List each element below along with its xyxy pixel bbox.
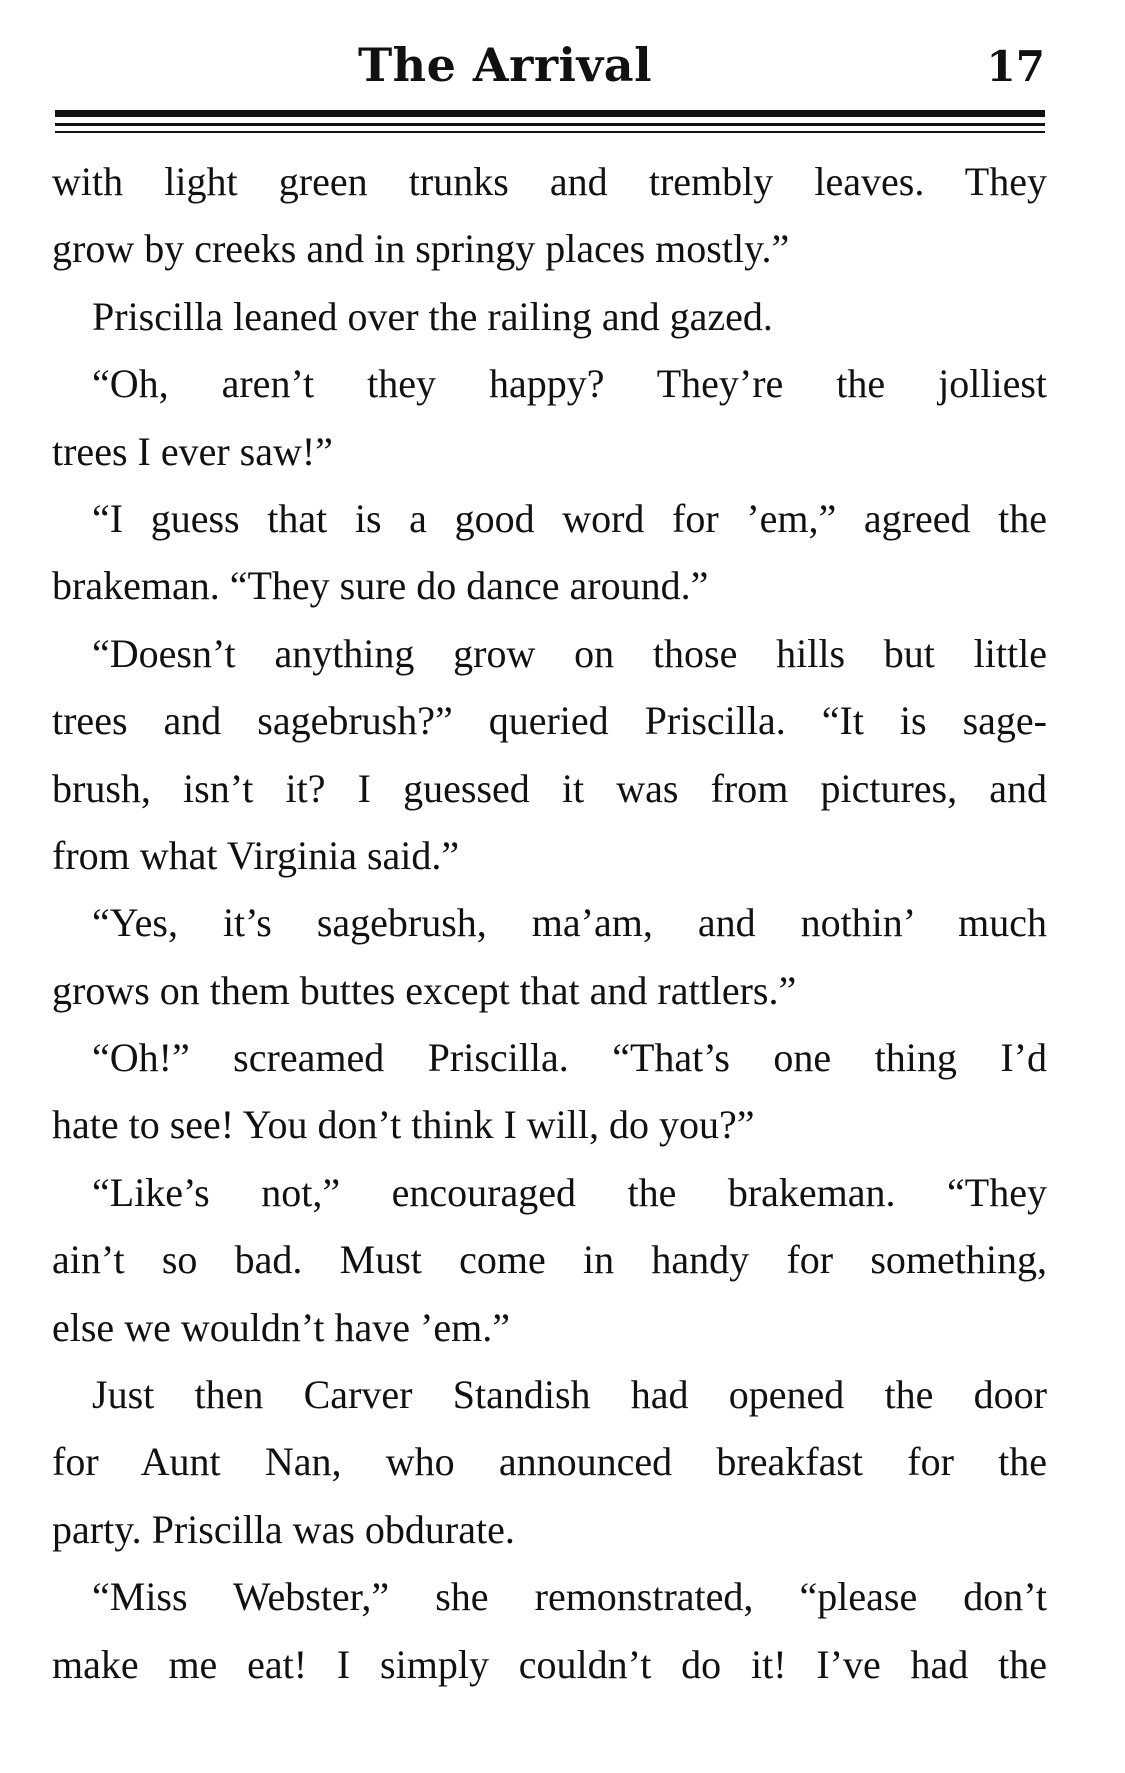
text-line: Priscilla leaned over the railing and gazed. [92, 293, 773, 339]
text-line: for Aunt Nan, who announced breakfast for the [52, 1439, 1047, 1485]
text-line: make me eat! I simply couldn’t do it! I’ve had the [52, 1641, 1047, 1687]
text-line: grow by creeks and in springy places mostly.” [52, 226, 790, 272]
running-head [55, 38, 1045, 108]
page-number: 17 [986, 42, 1045, 91]
text-line: brakeman. “They sure do dance around.” [52, 563, 709, 609]
text-line: grows on them buttes except that and rattlers.” [52, 967, 797, 1013]
text-line: “Doesn’t anything grow on those hills but little [92, 630, 1047, 676]
text-line: else we wouldn’t have ’em.” [52, 1304, 510, 1350]
body-text [52, 148, 1047, 1698]
header-rule [55, 110, 1045, 136]
text-line: Just then Carver Standish had opened the door [92, 1372, 1047, 1418]
text-line: “I guess that is a good word for ’em,” agreed the [92, 495, 1047, 541]
text-line: “Oh!” screamed Priscilla. “That’s one thing I’d [92, 1035, 1047, 1081]
chapter-title: The Arrival [357, 38, 653, 92]
text-line: trees and sagebrush?” queried Priscilla. “It is sage- [52, 698, 1047, 744]
header-rule-hairline [55, 131, 1045, 133]
text-line: “Oh, aren’t they happy? They’re the jolliest [92, 361, 1047, 407]
header-rule-thin [55, 123, 1045, 126]
text-line: “Like’s not,” encouraged the brakeman. “They [92, 1169, 1047, 1215]
text-line: brush, isn’t it? I guessed it was from pictures, and [52, 765, 1047, 811]
text-line: “Yes, it’s sagebrush, ma’am, and nothin’ much [92, 900, 1047, 946]
text-line: ain’t so bad. Must come in handy for something, [52, 1237, 1047, 1283]
text-line: trees I ever saw!” [52, 428, 333, 474]
text-line: from what Virginia said.” [52, 832, 460, 878]
text-line: with light green trunks and trembly leaves. They [52, 159, 1047, 204]
text-line: hate to see! You don’t think I will, do you?” [52, 1102, 755, 1148]
header-rule-thick [55, 110, 1045, 117]
text-line: party. Priscilla was obdurate. [52, 1506, 515, 1552]
text-line: “Miss Webster,” she remonstrated, “please don’t [92, 1574, 1047, 1620]
